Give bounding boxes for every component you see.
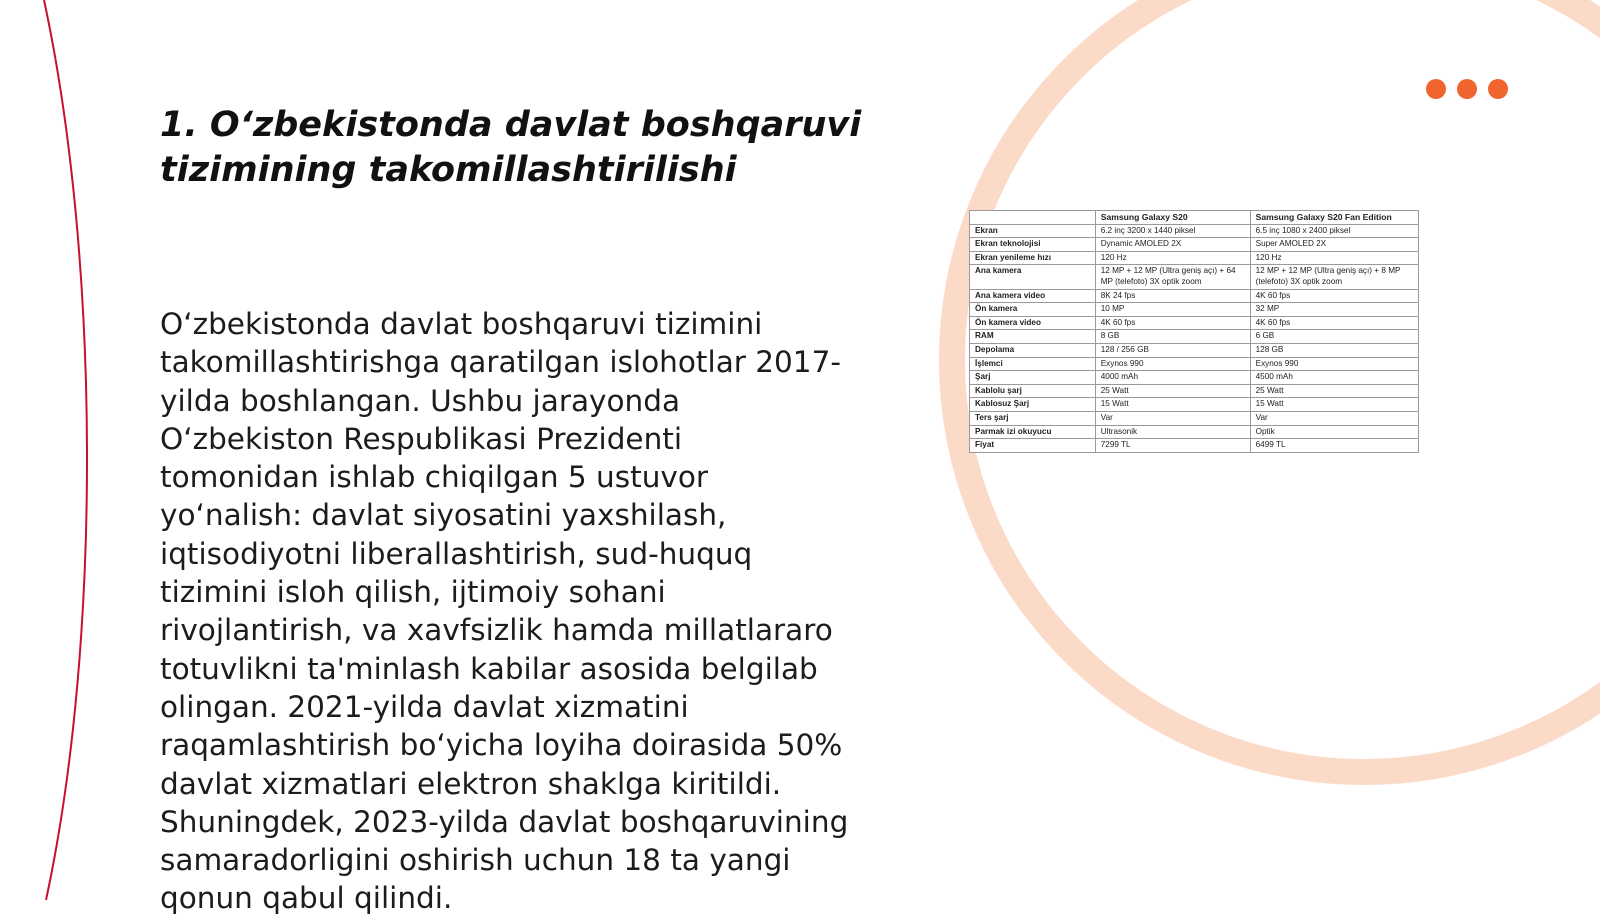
table-cell: Kablosuz Şarj <box>970 398 1096 412</box>
table-cell: Şarj <box>970 371 1096 385</box>
table-header-cell: Samsung Galaxy S20 <box>1095 211 1250 225</box>
spec-comparison-table <box>969 210 1419 453</box>
table-cell: 128 / 256 GB <box>1095 343 1250 357</box>
table-cell: Ana kamera <box>970 265 1096 289</box>
table-cell: Ekran <box>970 224 1096 238</box>
table-row <box>970 316 1419 330</box>
table-row <box>970 411 1419 425</box>
table-cell: 6.5 inç 1080 x 2400 piksel <box>1250 224 1418 238</box>
dot-icon <box>1488 79 1508 99</box>
table-cell: Fiyat <box>970 439 1096 453</box>
table-cell: Ultrasonik <box>1095 425 1250 439</box>
table-cell: 128 GB <box>1250 343 1418 357</box>
table-cell: 10 MP <box>1095 303 1250 317</box>
table-cell: 4000 mAh <box>1095 371 1250 385</box>
table-cell: 12 MP + 12 MP (Ultra geniş açı) + 8 MP (telefoto) 3X optik zoom <box>1250 265 1418 289</box>
table-cell: Ters şarj <box>970 411 1096 425</box>
table-cell: 4500 mAh <box>1250 371 1418 385</box>
table-row <box>970 289 1419 303</box>
table-row <box>970 371 1419 385</box>
table-row <box>970 330 1419 344</box>
menu-dots-icon <box>1426 79 1508 99</box>
table-cell: 32 MP <box>1250 303 1418 317</box>
table-cell: 8K 24 fps <box>1095 289 1250 303</box>
table-cell: 15 Watt <box>1250 398 1418 412</box>
table-header-cell: Samsung Galaxy S20 Fan Edition <box>1250 211 1418 225</box>
table-cell: 4K 60 fps <box>1250 289 1418 303</box>
table-cell: 15 Watt <box>1095 398 1250 412</box>
table-row <box>970 265 1419 289</box>
table-cell: 25 Watt <box>1095 384 1250 398</box>
table-cell: Var <box>1095 411 1250 425</box>
table-cell: Dynamic AMOLED 2X <box>1095 238 1250 252</box>
table-header-cell <box>970 211 1096 225</box>
table-cell: 4K 60 fps <box>1250 316 1418 330</box>
table-cell: 12 MP + 12 MP (Ultra geniş açı) + 64 MP (telefoto) 3X optik zoom <box>1095 265 1250 289</box>
table-cell: 8 GB <box>1095 330 1250 344</box>
table-cell: Ön kamera <box>970 303 1096 317</box>
table-row <box>970 357 1419 371</box>
table-cell: 6.2 inç 3200 x 1440 piksel <box>1095 224 1250 238</box>
table-cell: Kablolu şarj <box>970 384 1096 398</box>
dot-icon <box>1426 79 1446 99</box>
table-row <box>970 439 1419 453</box>
table-cell: Ana kamera video <box>970 289 1096 303</box>
table-cell: Parmak izi okuyucu <box>970 425 1096 439</box>
table-cell: Exynos 990 <box>1095 357 1250 371</box>
table-cell: Exynos 990 <box>1250 357 1418 371</box>
table-cell: Var <box>1250 411 1418 425</box>
table-cell: 120 Hz <box>1250 251 1418 265</box>
table-row <box>970 251 1419 265</box>
table-row <box>970 398 1419 412</box>
table-cell: 6 GB <box>1250 330 1418 344</box>
table-cell: 120 Hz <box>1095 251 1250 265</box>
table-cell: Super AMOLED 2X <box>1250 238 1418 252</box>
table-cell: 4K 60 fps <box>1095 316 1250 330</box>
table-cell: RAM <box>970 330 1096 344</box>
table-row <box>970 303 1419 317</box>
table-row <box>970 343 1419 357</box>
table-cell: Optik <box>1250 425 1418 439</box>
slide-body-text: O‘zbekistonda davlat boshqaruvi tizimini takomillashtirishga qaratilgan islohotlar 2017-yilda boshlangan. Ushbu jarayonda O‘zbekiston Respublikasi Prezidenti tomonidan ishlab chiqilgan 5 ustuvor yo‘nalish: davlat siyosatini yaxshilash, iqtisodiyotni liberallashtirish, sud-huquq tizimini isloh qilish, ijtimoiy sohani rivojlantirish, va xavfsizlik hamda millatlararo totuvlikni ta'minlash kabilar asosida belgilab olingan. 2021-yilda davlat xizmatini raqamlashtirish bo‘yicha loyiha doirasida 50% davlat xizmatlari elektron shaklga kiritildi. Shuningdek, 2023-yilda davlat boshqaruvining samaradorligini oshirish uchun 18 ta yangi qonun qabul qilindi. <box>160 307 849 916</box>
table-row <box>970 238 1419 252</box>
table-cell: Ekran yenileme hızı <box>970 251 1096 265</box>
table-row <box>970 224 1419 238</box>
table-cell: 6499 TL <box>1250 439 1418 453</box>
table-cell: 7299 TL <box>1095 439 1250 453</box>
left-accent-line <box>44 0 87 900</box>
dot-icon <box>1457 79 1477 99</box>
slide-title: 1. O‘zbekistonda davlat boshqaruvi tizimining takomillashtirilishi <box>160 105 862 190</box>
table-row <box>970 384 1419 398</box>
table-row <box>970 425 1419 439</box>
table-cell: Ekran teknolojisi <box>970 238 1096 252</box>
table-cell: 25 Watt <box>1250 384 1418 398</box>
table-cell: Depolama <box>970 343 1096 357</box>
table-cell: İşlemci <box>970 357 1096 371</box>
table-cell: Ön kamera video <box>970 316 1096 330</box>
table-header-row <box>970 211 1419 225</box>
